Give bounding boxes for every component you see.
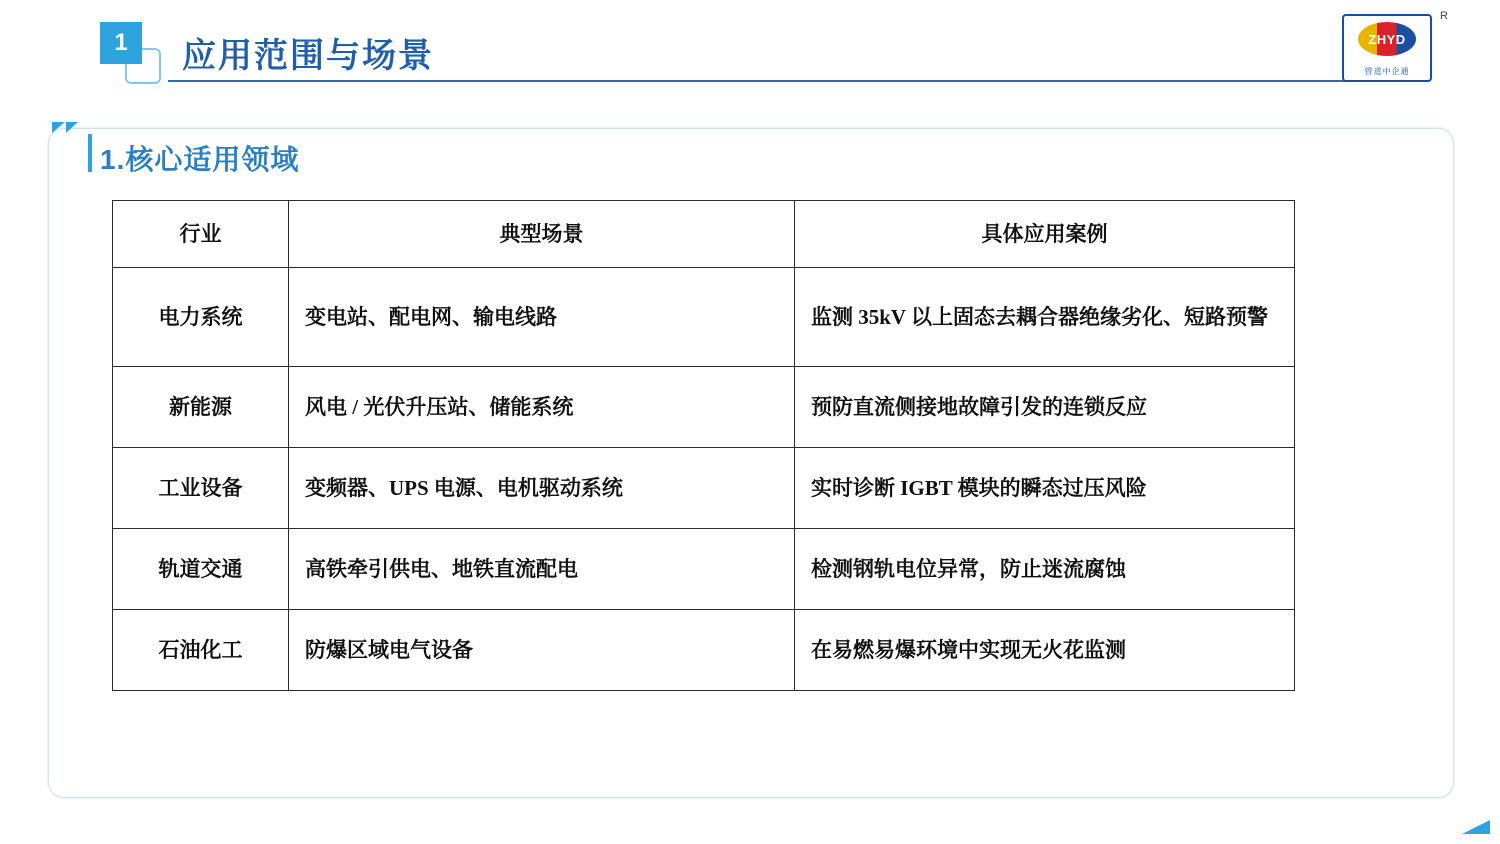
table-row [113, 367, 1295, 448]
cell-industry: 工业设备 [113, 448, 289, 529]
section-flag-icon [52, 122, 78, 144]
cell-case: 实时诊断 IGBT 模块的瞬态过压风险 [795, 448, 1295, 529]
table-row [113, 529, 1295, 610]
column-header-case: 具体应用案例 [795, 201, 1295, 268]
logo-disc-icon [1358, 22, 1416, 56]
cell-case: 监测 35kV 以上固态去耦合器绝缘劣化、短路预警 [795, 268, 1295, 367]
cell-case: 预防直流侧接地故障引发的连锁反应 [795, 367, 1295, 448]
table-header-row [113, 201, 1295, 268]
header-divider [168, 80, 1400, 82]
corner-accent-icon [1462, 820, 1490, 834]
table-row [113, 448, 1295, 529]
page-title: 应用范围与场景 [182, 37, 434, 75]
cell-scene: 变频器、UPS 电源、电机驱动系统 [289, 448, 795, 529]
slide-header [0, 0, 1500, 100]
cell-case: 在易燃易爆环境中实现无火花监测 [795, 610, 1295, 691]
logo-mark-text: ZHYD [1368, 31, 1406, 47]
cell-industry: 轨道交通 [113, 529, 289, 610]
cell-scene: 高铁牵引供电、地铁直流配电 [289, 529, 795, 610]
column-header-industry: 行业 [113, 201, 289, 268]
table-row [113, 610, 1295, 691]
column-header-scene: 典型场景 [289, 201, 795, 268]
header-number-badge: 1 [100, 22, 142, 64]
cell-scene: 风电 / 光伏升压站、储能系统 [289, 367, 795, 448]
table-row [113, 268, 1295, 367]
cell-industry: 石油化工 [113, 610, 289, 691]
zhyd-logo [1342, 14, 1432, 82]
application-table [112, 200, 1295, 691]
cell-scene: 变电站、配电网、输电线路 [289, 268, 795, 367]
section-accent-bar [88, 134, 92, 172]
section-title: 1.核心适用领域 [100, 144, 300, 175]
cell-industry: 电力系统 [113, 268, 289, 367]
logo-sub-text: 管道中企通 [1364, 67, 1410, 76]
cell-case: 检测钢轨电位异常，防止迷流腐蚀 [795, 529, 1295, 610]
cell-scene: 防爆区域电气设备 [289, 610, 795, 691]
cell-industry: 新能源 [113, 367, 289, 448]
registered-trademark-icon: R [1440, 10, 1448, 22]
